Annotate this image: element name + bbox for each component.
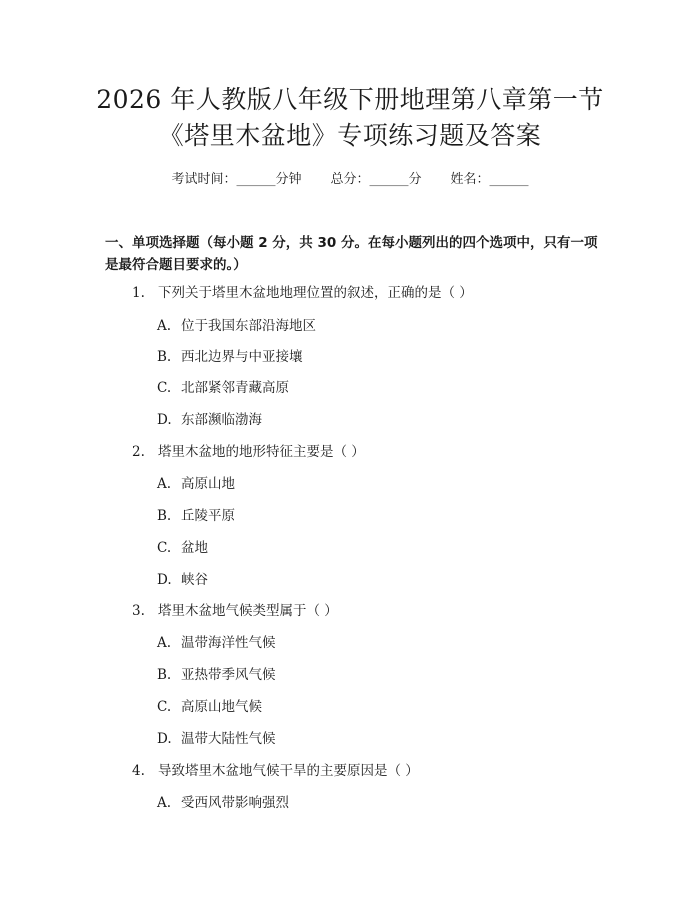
name-blank: ______ <box>489 172 529 187</box>
option-letter: B. <box>157 349 172 365</box>
option-2b <box>157 504 235 524</box>
option-1d <box>157 408 262 428</box>
option-letter: B. <box>157 508 172 524</box>
option-text: 亚热带季风气候 <box>181 667 276 683</box>
document-title-line-2: 《塔里木盆地》专项练习题及答案 <box>158 121 542 150</box>
question-number: 1. <box>132 285 145 301</box>
question-3 <box>132 599 338 619</box>
time-unit: 分钟 <box>275 172 302 187</box>
option-text: 盆地 <box>181 540 208 556</box>
option-text: 位于我国东部沿海地区 <box>181 318 316 334</box>
option-text: 东部濒临渤海 <box>181 412 262 428</box>
option-1b <box>157 345 303 365</box>
option-4a <box>157 791 289 811</box>
question-number: 2. <box>132 444 145 460</box>
option-letter: C. <box>157 699 172 715</box>
option-letter: D. <box>157 572 172 588</box>
option-letter: A. <box>157 795 172 811</box>
question-text: 下列关于塔里木盆地地理位置的叙述，正确的是（ ） <box>158 285 473 301</box>
question-4 <box>132 759 419 779</box>
name-label: 姓名： <box>450 172 490 187</box>
option-letter: A. <box>157 635 172 651</box>
time-label: 考试时间： <box>171 172 237 187</box>
option-text: 温带大陆性气候 <box>181 731 276 747</box>
option-text: 受西风带影响强烈 <box>181 795 289 811</box>
time-blank: ______ <box>236 172 276 187</box>
section-heading: 一、单项选择题（每小题 2 分，共 30 分。在每小题列出的四个选项中，只有一项是最符合题目要求的。） <box>105 235 598 273</box>
option-letter: C. <box>157 540 172 556</box>
option-text: 峡谷 <box>181 572 208 588</box>
option-letter: A. <box>157 318 172 334</box>
option-letter: C. <box>157 380 172 396</box>
question-text: 塔里木盆地的地形特征主要是（ ） <box>158 444 365 460</box>
option-1c <box>157 376 289 396</box>
option-1a <box>157 314 316 334</box>
option-2d <box>157 568 208 588</box>
option-text: 高原山地 <box>181 476 235 492</box>
score-unit: 分 <box>408 172 422 187</box>
document-title-line-1: 2026 年人教版八年级下册地理第八章第一节 <box>96 85 604 114</box>
exam-meta <box>0 168 700 187</box>
question-1 <box>132 281 473 301</box>
question-text: 塔里木盆地气候类型属于（ ） <box>158 603 338 619</box>
question-2 <box>132 440 365 460</box>
option-text: 北部紧邻青藏高原 <box>181 380 289 396</box>
question-number: 4. <box>132 763 145 779</box>
option-3b <box>157 663 276 683</box>
option-3c <box>157 695 262 715</box>
score-blank: ______ <box>369 172 409 187</box>
option-2c <box>157 536 208 556</box>
option-3d <box>157 727 276 747</box>
score-label: 总分： <box>330 172 370 187</box>
option-letter: A. <box>157 476 172 492</box>
question-number: 3. <box>132 603 145 619</box>
option-letter: D. <box>157 731 172 747</box>
option-text: 丘陵平原 <box>181 508 235 524</box>
option-text: 高原山地气候 <box>181 699 262 715</box>
option-text: 西北边界与中亚接壤 <box>181 349 303 365</box>
question-text: 导致塔里木盆地气候干旱的主要原因是（ ） <box>158 763 419 779</box>
option-letter: B. <box>157 667 172 683</box>
option-letter: D. <box>157 412 172 428</box>
option-3a <box>157 631 276 651</box>
option-2a <box>157 472 235 492</box>
option-text: 温带海洋性气候 <box>181 635 276 651</box>
